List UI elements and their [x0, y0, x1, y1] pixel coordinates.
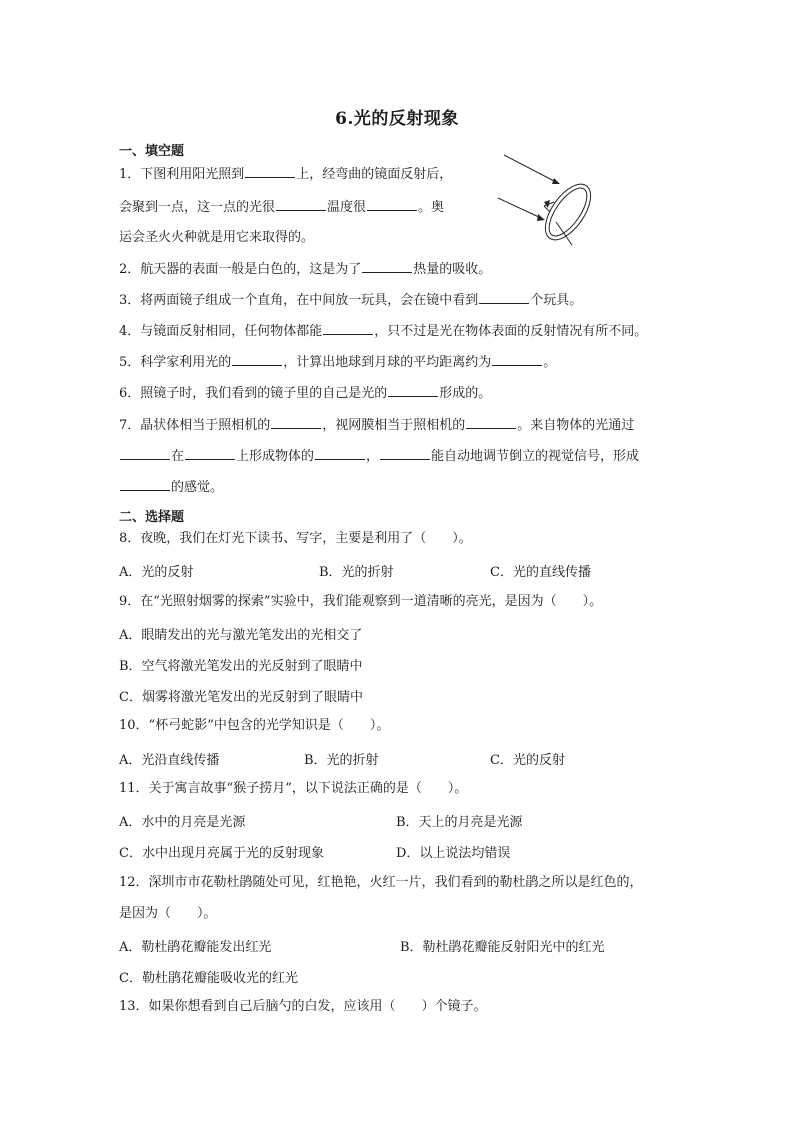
question-4: [119, 322, 647, 341]
q2-text: 2．航天器的表面一般是白色的，这是为了: [119, 262, 362, 277]
question-7-line-2: [119, 447, 639, 466]
q10-option-b[interactable]: B．光的折射: [304, 753, 379, 768]
q4-text: 4．与镜面反射相同，任何物体都能: [119, 324, 323, 339]
answer-blank[interactable]: [232, 353, 282, 366]
q8-option-b[interactable]: B．光的折射: [319, 565, 394, 580]
q11-option-a[interactable]: A．水中的月亮是光源: [119, 815, 246, 830]
q11-option-c[interactable]: C．水中出现月亮属于光的反射现象: [119, 846, 324, 861]
q5-text: 。: [543, 355, 557, 370]
q1-text: 1．下图利用阳光照到: [119, 167, 245, 182]
question-2: [119, 260, 491, 279]
q10-option-c[interactable]: C．光的反射: [490, 753, 565, 768]
answer-blank[interactable]: [466, 416, 516, 429]
q3-text: 3．将两面镜子组成一个直角，在中间放一玩具，会在镜中看到: [119, 293, 479, 308]
question-3: [119, 291, 582, 310]
answer-blank[interactable]: [120, 478, 170, 491]
q1-text: 上，经弯曲的镜面反射后，: [296, 167, 453, 182]
q10-option-a[interactable]: A．光沿直线传播: [119, 753, 220, 768]
answer-blank[interactable]: [367, 198, 417, 211]
answer-blank[interactable]: [362, 260, 412, 273]
q12-option-a[interactable]: A．勒杜鹃花瓣能发出红光: [119, 940, 272, 955]
answer-blank[interactable]: [388, 384, 438, 397]
q4-text: ，只不过是光在物体表面的反射情况有所不同。: [374, 324, 648, 339]
q7-text: 的感觉。: [171, 480, 224, 495]
light-ray-top: [504, 155, 556, 182]
question-9-stem: 9．在“光照射烟雾的探索”实验中，我们能观察到一道清晰的亮光，是因为（ ）。: [119, 594, 603, 609]
q6-text: 6．照镜子时，我们看到的镜子里的自己是光的: [119, 386, 388, 401]
question-10-stem: 10．“杯弓蛇影”中包含的光学知识是（ ）。: [119, 718, 390, 733]
q9-option-b[interactable]: B．空气将激光笔发出的光反射到了眼睛中: [119, 659, 363, 674]
answer-blank[interactable]: [245, 165, 295, 178]
q7-text: 7．晶状体相当于照相机的: [119, 418, 271, 433]
concave-mirror-figure: [496, 150, 596, 250]
question-12-stem-line-2: 是因为（ ）。: [119, 906, 217, 921]
q1-text: 温度很: [327, 200, 367, 215]
question-1-line-1: [119, 165, 452, 184]
light-ray-bottom: [498, 198, 541, 218]
question-1-line-2: [119, 198, 444, 217]
answer-blank[interactable]: [315, 447, 365, 460]
answer-blank[interactable]: [380, 447, 430, 460]
section-fill-in: 一、填空题: [119, 144, 185, 159]
answer-blank[interactable]: [479, 291, 529, 304]
q12-option-b[interactable]: B．勒杜鹃花瓣能反射阳光中的红光: [400, 940, 605, 955]
q9-option-c[interactable]: C．烟雾将激光笔发出的光反射到了眼睛中: [119, 690, 363, 705]
answer-blank[interactable]: [185, 447, 235, 460]
answer-blank[interactable]: [271, 416, 321, 429]
q3-text: 个玩具。: [530, 293, 583, 308]
question-13-stem: 13．如果你想看到自己后脑勺的白发，应该用（ ）个镜子。: [119, 999, 487, 1014]
answer-blank[interactable]: [120, 447, 170, 460]
question-7-line-3: [119, 478, 223, 497]
q7-text: ，: [366, 449, 380, 464]
q2-text: 热量的吸收。: [413, 262, 492, 277]
answer-blank[interactable]: [276, 198, 326, 211]
q1-text: 会聚到一点，这一点的光很: [119, 200, 276, 215]
question-6: [119, 384, 491, 403]
question-12-stem-line-1: 12．深圳市市花勒杜鹃随处可见，红艳艳，火红一片，我们看到的勒杜鹃之所以是红色的，: [119, 875, 643, 890]
q8-option-c[interactable]: C．光的直线传播: [490, 565, 591, 580]
question-11-stem: 11．关于寓言故事“猴子捞月”，以下说法正确的是（ ）。: [119, 781, 468, 796]
q9-option-a[interactable]: A．眼睛发出的光与激光笔发出的光相交了: [119, 628, 363, 643]
q11-option-b[interactable]: B．天上的月亮是光源: [396, 815, 523, 830]
q12-option-c[interactable]: C．勒杜鹃花瓣能吸收光的红光: [119, 971, 298, 986]
q11-option-d[interactable]: D．以上说法均错误: [396, 846, 511, 861]
q7-text: 在: [171, 449, 185, 464]
answer-blank[interactable]: [323, 322, 373, 335]
answer-blank[interactable]: [492, 353, 542, 366]
question-8-stem: 8．夜晚，我们在灯光下读书、写字，主要是利用了（ ）。: [119, 531, 472, 546]
question-5: [119, 353, 556, 372]
question-1-line-3: 运会圣火火种就是用它来取得的。: [119, 230, 315, 245]
question-7-line-1: [119, 416, 634, 435]
q7-text: 。来自物体的光通过: [517, 418, 635, 433]
q7-text: 上形成物体的: [236, 449, 315, 464]
q1-text: 。奥: [418, 200, 445, 215]
section-multiple-choice: 二、选择题: [119, 510, 185, 525]
q6-text: 形成的。: [439, 386, 492, 401]
q8-option-a[interactable]: A．光的反射: [119, 565, 194, 580]
q5-text: 5．科学家利用光的: [119, 355, 232, 370]
q5-text: ，计算出地球到月球的平均距离约为: [283, 355, 492, 370]
q7-text: ，视网膜相当于照相机的: [322, 418, 466, 433]
page-title: 6.光的反射现象: [335, 109, 459, 129]
q7-text: 能自动地调节倒立的视觉信号，形成: [431, 449, 640, 464]
